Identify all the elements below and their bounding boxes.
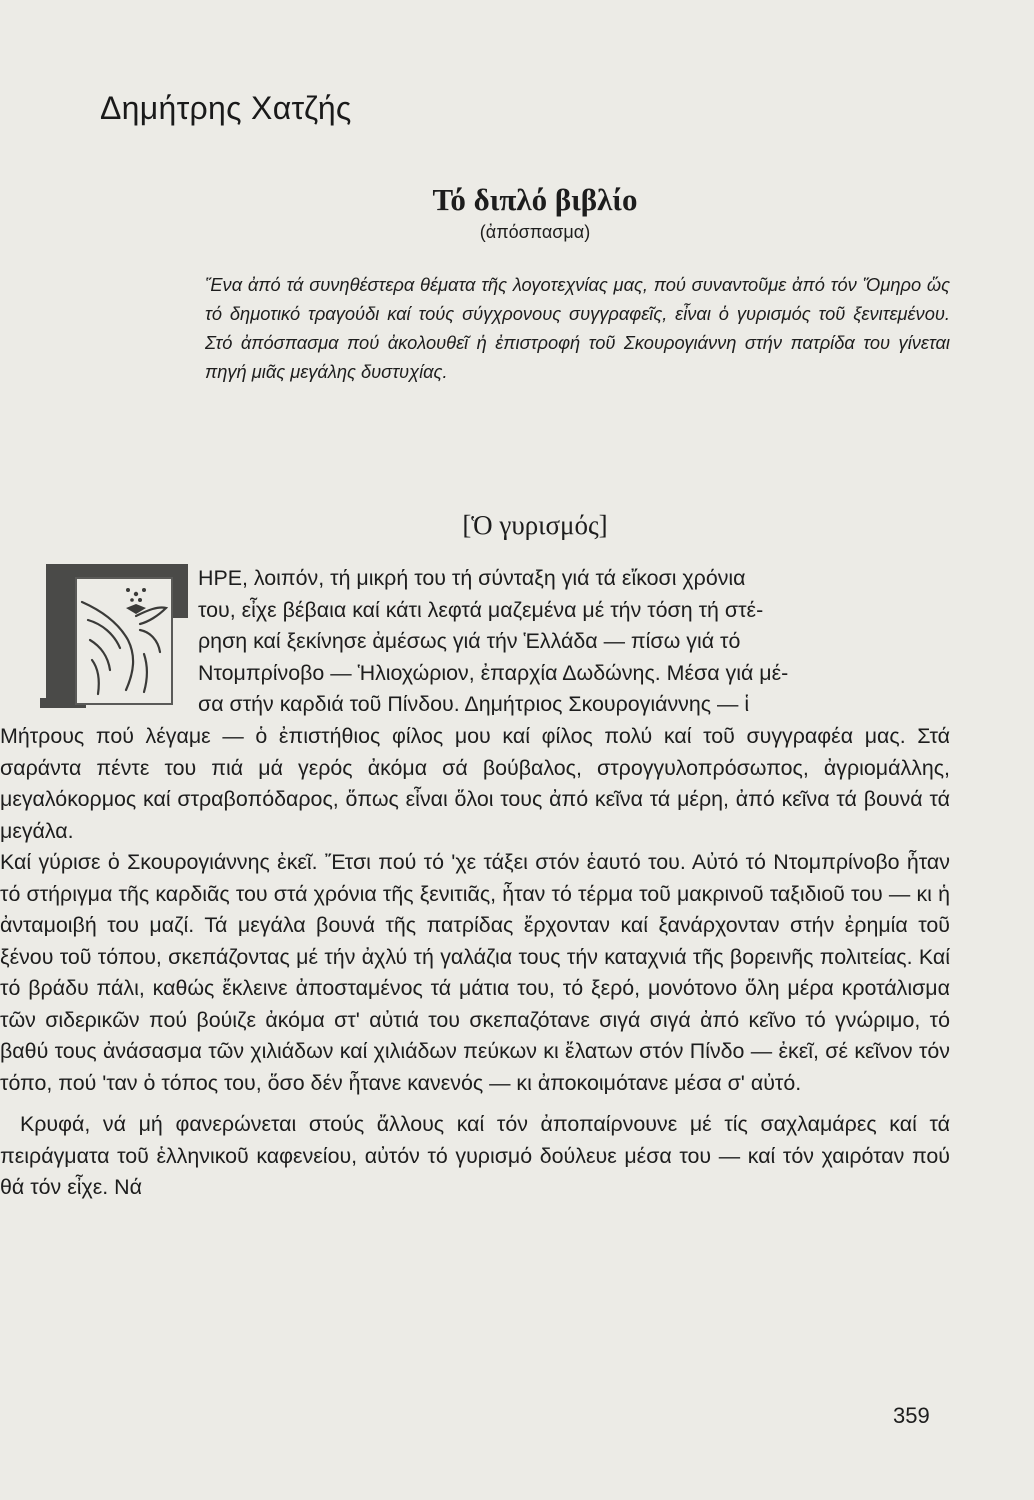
ornamental-dropcap-icon	[40, 560, 192, 712]
dropcap-paragraph	[198, 563, 950, 721]
dropcap-line: του, εἶχε βέβαια καί κάτι λεφτά μαζεμένα μέ τήν τόση τή στέ-	[198, 597, 764, 622]
paragraph: Μήτρους πού λέγαμε — ὁ ἐπιστήθιος φίλος μου καί φίλος πολύ καί τοῦ συγγραφέα μας. Στά σαράντα πέντε του πιά μά γερός ἀκόμα σά βούβαλος, στρογγυλοπρόσωπος, ἀγριομάλλης, μεγαλόκορμος καί στραβοπόδαρος, ὅπως εἶναι ὅλοι τους ἀπό κεῖνα τά μέρη, ἀπό κεῖνα τά βουνά τά μεγάλα.	[0, 724, 950, 843]
dropcap-line: ρηση καί ξεκίνησε ἀμέσως γιά τήν Ἑλλάδα — πίσω γιά τό	[198, 629, 741, 653]
intro-paragraph: Ἕνα ἀπό τά συνηθέστερα θέματα τῆς λογοτεχνίας μας, πού συναντοῦμε ἀπό τόν Ὅμηρο ὥς τό δημοτικό τραγούδι καί τούς σύγχρονους συγγραφεῖς, εἶναι ὁ γυρισμός τοῦ ξενιτεμένου. Στό ἀπόσπασμα πού ἀκολουθεῖ ἡ ἐπιστροφή τοῦ Σκουρογιάννη στήν πατρίδα του γίνεται πηγή μιᾶς μεγάλης δυστυχίας.	[205, 274, 950, 382]
body-text	[0, 721, 950, 1204]
dropcap-line: Ντομπρίνοβο — Ἡλιοχώριον, ἐπαρχία Δωδώνης. Μέσα γιά μέ-	[198, 660, 789, 685]
dropcap-line: σα στήν καρδιά τοῦ Πίνδου. Δημήτριος Σκουρογιάννης — ἱ	[198, 692, 750, 716]
paragraph: Καί γύρισε ὁ Σκουρογιάννης ἐκεῖ. Ἔτσι πού τό 'χε τάξει στόν ἑαυτό του. Αὐτό τό Ντομπρίνοβο ἦταν τό στήριγμα τῆς καρδιᾶς του στά χρόνια τῆς ξενιτιᾶς, ἦταν τό τέρμα τοῦ μακρινοῦ ταξιδιοῦ του — κι ἡ ἀνταμοιβή του μαζί. Τά μεγάλα βουνά τῆς πατρίδας ἔρχονταν καί ξανάρχονταν στήν ἐρημία τοῦ ξένου τοῦ τόπου, σκεπάζοντας μέ τήν ἀχλύ τή γαλάζια τους τήν καταχνιά τῆς βορεινῆς πολιτείας. Καί τό βράδυ πάλι, καθώς ἔκλεινε ἀποσταμένος τά μάτια του, τό ξερό, μονότονο ὅλη μέρα κροτάλισμα τῶν σιδερικῶν πού βούιζε ἀκόμα στ' αὐτιά του σκεπαζότανε σιγά σιγά ἀπό κεῖνο τό γνώριμο, τό βαθύ τους ἀνάσασμα τῶν χιλιάδων καί χιλιάδων πεύκων κι ἔλατων στόν Πίνδο — ἐκεῖ, σέ κεῖνον τόν τόπο, πού 'ταν ὁ τόπος του, ὅσο δέν ἦτανε κανενός — κι ἀποκοιμότανε μέσα σ' αὐτό.	[0, 850, 950, 1095]
page-title: Τό διπλό βιβλίο	[432, 182, 638, 217]
page-number: 359	[893, 1403, 930, 1428]
subtitle: (ἀπόσπασμα)	[479, 222, 591, 242]
author-name: Δημήτρης Χατζής	[100, 90, 352, 126]
section-heading: [Ὁ γυρισμός]	[462, 510, 608, 540]
dropcap-line: ΗΡΕ, λοιπόν, τή μικρή του τή σύνταξη γιά τά εἴκοσι χρόνια	[198, 566, 746, 590]
paragraph: Κρυφά, νά μή φανερώνεται στούς ἄλλους καί τόν ἀποπαίρνουνε μέ τίς σαχλαμάρες καί τά πειράγματα τοῦ ἑλληνικοῦ καφενείου, αὐτόν τό γυρισμό δούλευε μέσα του — καί τόν χαιρόταν πού θά τόν εἶχε. Νά	[0, 1112, 950, 1199]
